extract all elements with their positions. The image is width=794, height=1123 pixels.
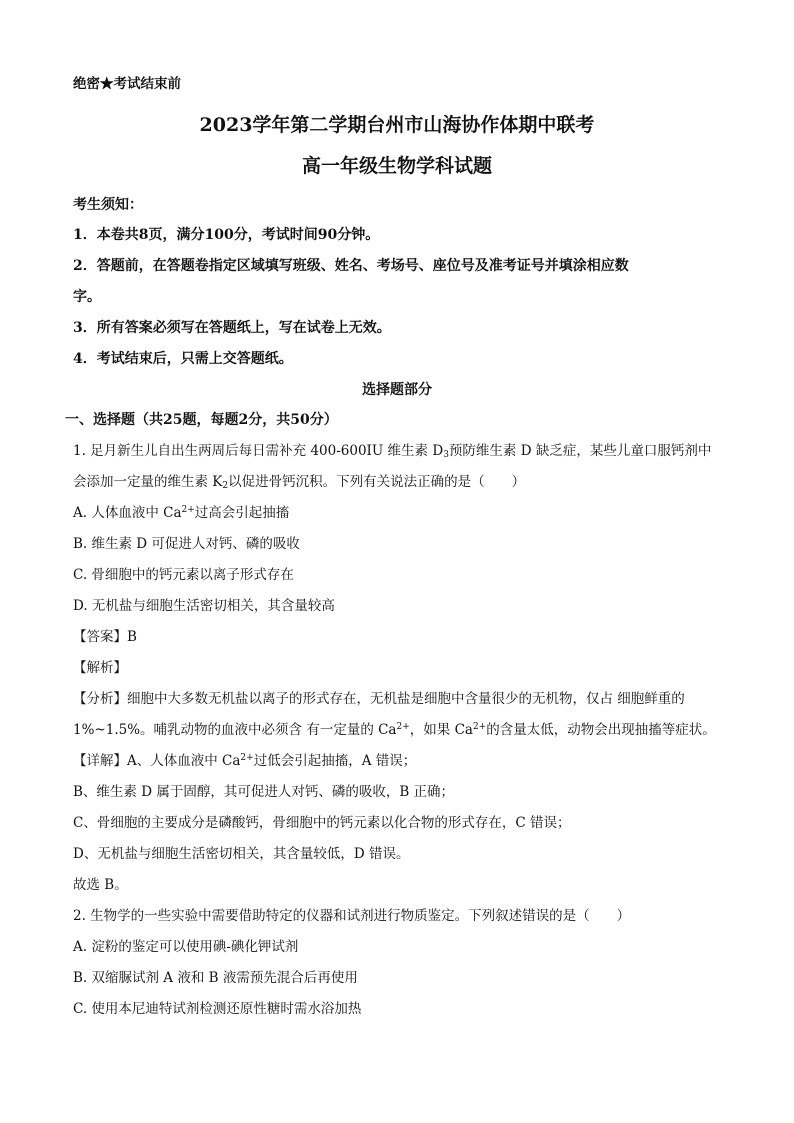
question-1-option-c: C. 骨细胞中的钙元素以离子形式存在 xyxy=(73,567,294,583)
answer-value: B xyxy=(127,629,137,645)
question-1-option-d: D. 无机盐与细胞生活密切相关，其含量较高 xyxy=(73,598,335,614)
section-title: 选择题部分 xyxy=(362,382,432,398)
conclusion: 故选 B。 xyxy=(73,877,128,893)
question-1-option-b: B. 维生素 D 可促进人对钙、磷的吸收 xyxy=(73,536,300,552)
notice-heading: 考生须知： xyxy=(73,197,143,213)
analysis-tag: 【解析】 xyxy=(73,660,127,676)
question-2-option-a: A. 淀粉的鉴定可以使用碘-碘化钾试剂 xyxy=(73,939,299,955)
notice-item: 1．本卷共8页，满分100分，考试时间90分钟。 xyxy=(73,227,380,243)
analysis-text-continued: 1%~1.5%。哺乳动物的血液中必须含 有一定量的 $Ca^{2+}$，如果 $Ca^{2+}$的含量太低，动物会出现抽搐等症状。 xyxy=(73,722,716,738)
notice-item: 4．考试结束后，只需上交答题纸。 xyxy=(73,351,293,367)
question-1-stem: 1. 足月新生儿自出生两周后每日需补充 400-600IU 维生素 $D_3$预防维生素 D 缺乏症，某些儿童口服钙剂中 xyxy=(73,443,712,460)
notice-item-continued: 字。 xyxy=(73,289,101,305)
analysis-text: 【分析】细胞中大多数无机盐以离子的形式存在，无机盐是细胞中含量很少的无机物，仅占 细胞鲜重的 xyxy=(73,691,685,707)
answer-tag: 【答案】 xyxy=(73,629,127,645)
detail-c: C、骨细胞的主要成分是磷酸钙，骨细胞中的钙元素以化合物的形式存在，C 错误； xyxy=(73,815,571,831)
question-1-stem-continued: 会添加一定量的维生素 $K_2$以促进骨钙沉积。下列有关说法正确的是（ ） xyxy=(73,474,526,491)
question-1-answer xyxy=(73,627,137,647)
detail-b: B、维生素 D 属于固醇，其可促进人对钙、磷的吸收，B 正确； xyxy=(73,784,455,800)
question-2-option-b: B. 双缩脲试剂 A 液和 B 液需预先混合后再使用 xyxy=(73,970,358,986)
exam-subtitle: 高一年级生物学科试题 xyxy=(301,155,492,177)
question-2-stem: 2. 生物学的一些实验中需要借助特定的仪器和试剂进行物质鉴定。下列叙述错误的是（ ） xyxy=(73,908,631,924)
detail-a: 【详解】A、人体血液中 $Ca^{2+}$过低会引起抽搐，A 错误； xyxy=(73,753,417,769)
detail-d: D、无机盐与细胞生活密切相关，其含量较低，D 错误。 xyxy=(73,846,410,862)
section-heading: 一、选择题（共25题，每题2分，共50分） xyxy=(65,412,338,428)
question-2-option-c: C. 使用本尼迪特试剂检测还原性糖时需水浴加热 xyxy=(73,1001,362,1017)
notice-item: 2．答题前，在答题卷指定区域填写班级、姓名、考场号、座位号及准考证号并填涂相应数 xyxy=(73,258,629,274)
notice-item: 3．所有答案必须写在答题纸上，写在试卷上无效。 xyxy=(73,320,391,336)
exam-title: 2023学年第二学期台州市山海协作体期中联考 xyxy=(199,114,595,136)
question-1-option-a: A. 人体血液中 $Ca^{2+}$过高会引起抽搐 xyxy=(73,505,290,521)
secret-label: 绝密★考试结束前 xyxy=(73,76,181,92)
